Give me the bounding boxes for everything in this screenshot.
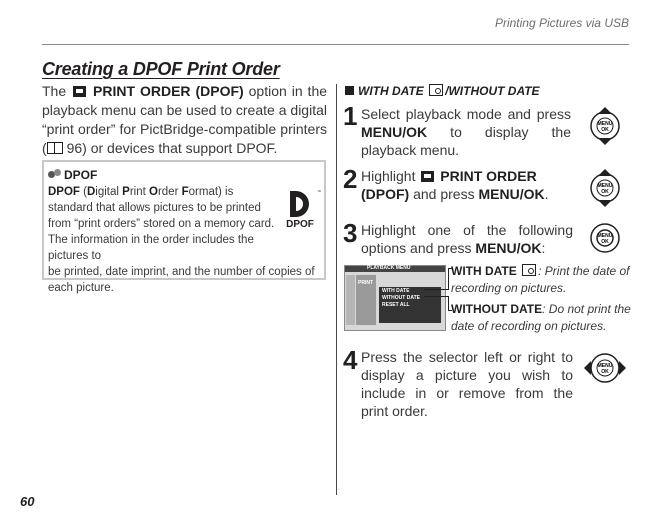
svg-text:DPOF: DPOF bbox=[286, 219, 314, 230]
print-order-term: PRINT ORDER (DPOF) bbox=[93, 83, 244, 99]
intro-paragraph: The PRINT ORDER (DPOF) option in the playback menu can be used to create a digital “print order” for PictBridge-compatible printers ( 96) or devices that support DPOF. bbox=[42, 83, 328, 156]
note-icon bbox=[48, 169, 62, 179]
svg-text:OK: OK bbox=[601, 127, 609, 133]
print-order-icon bbox=[73, 86, 86, 97]
screen-print-item: PRINT bbox=[358, 280, 373, 286]
date-imprint-icon bbox=[522, 264, 536, 276]
svg-text:MENU: MENU bbox=[597, 233, 613, 239]
step-4-number: 4 bbox=[343, 345, 358, 375]
bullet-square-icon bbox=[345, 86, 354, 95]
screen-option-with-date: WITH DATE bbox=[382, 288, 410, 294]
step-1-number: 1 bbox=[343, 101, 358, 131]
selector-up-down-icon bbox=[585, 106, 625, 146]
page-reference: 96 bbox=[66, 140, 83, 156]
page-reference-icon bbox=[47, 142, 63, 154]
svg-text:MENU: MENU bbox=[597, 121, 613, 127]
note-title: DPOF bbox=[48, 168, 97, 182]
date-imprint-icon bbox=[429, 84, 443, 96]
svg-text:™: ™ bbox=[317, 189, 321, 194]
print-order-icon bbox=[421, 171, 434, 182]
section-title: Creating a DPOF Print Order bbox=[42, 59, 280, 79]
svg-text:OK: OK bbox=[601, 239, 609, 245]
screen-option-without-date: WITHOUT DATE bbox=[382, 295, 420, 301]
playback-menu-screen bbox=[344, 265, 446, 331]
screen-option-reset-all: RESET ALL bbox=[382, 302, 410, 308]
selector-up-down-icon bbox=[585, 168, 625, 208]
dpof-note-box bbox=[42, 160, 326, 294]
note-body: DPOF (Digital Print Order Format) is standard that allows pictures to be printed from “print orders” stored on a memory card. The information in the order includes the pictures to be printed, date imprint, and the number of copies of each picture. bbox=[48, 186, 315, 294]
screen-header: PLAYBACK MENU bbox=[367, 265, 411, 271]
column-divider bbox=[336, 84, 337, 495]
svg-text:MENU: MENU bbox=[597, 183, 613, 189]
callout-without-date: WITHOUT DATE: Do not print the date of recording on pictures. bbox=[451, 302, 631, 333]
step-3-text: Highlight one of the following options and press MENU/OK: bbox=[361, 222, 573, 256]
callout-with-date: WITH DATE : Print the date of recording on pictures. bbox=[451, 264, 630, 295]
page-number: 60 bbox=[20, 494, 35, 509]
step-4-text: Press the selector left or right to display a picture you wish to include in or remove from the print order. bbox=[361, 349, 573, 419]
selector-left-right-icon bbox=[583, 348, 627, 388]
svg-text:OK: OK bbox=[601, 369, 609, 375]
step-3-number: 3 bbox=[343, 218, 358, 248]
svg-text:OK: OK bbox=[601, 189, 609, 195]
step-2-text: Highlight PRINT ORDER (DPOF) and press MENU/OK. bbox=[361, 168, 549, 202]
step-1-text: Select playback mode and press MENU/OK to display the playback menu. bbox=[361, 106, 571, 158]
header-rule bbox=[42, 44, 629, 45]
screen-submenu bbox=[379, 287, 441, 323]
svg-text:MENU: MENU bbox=[597, 363, 613, 369]
step-2-number: 2 bbox=[343, 164, 358, 194]
running-header: Printing Pictures via USB bbox=[494, 16, 629, 30]
mode-heading: WITH DATE /WITHOUT DATE bbox=[345, 84, 540, 98]
menu-ok-button-icon bbox=[585, 218, 625, 258]
